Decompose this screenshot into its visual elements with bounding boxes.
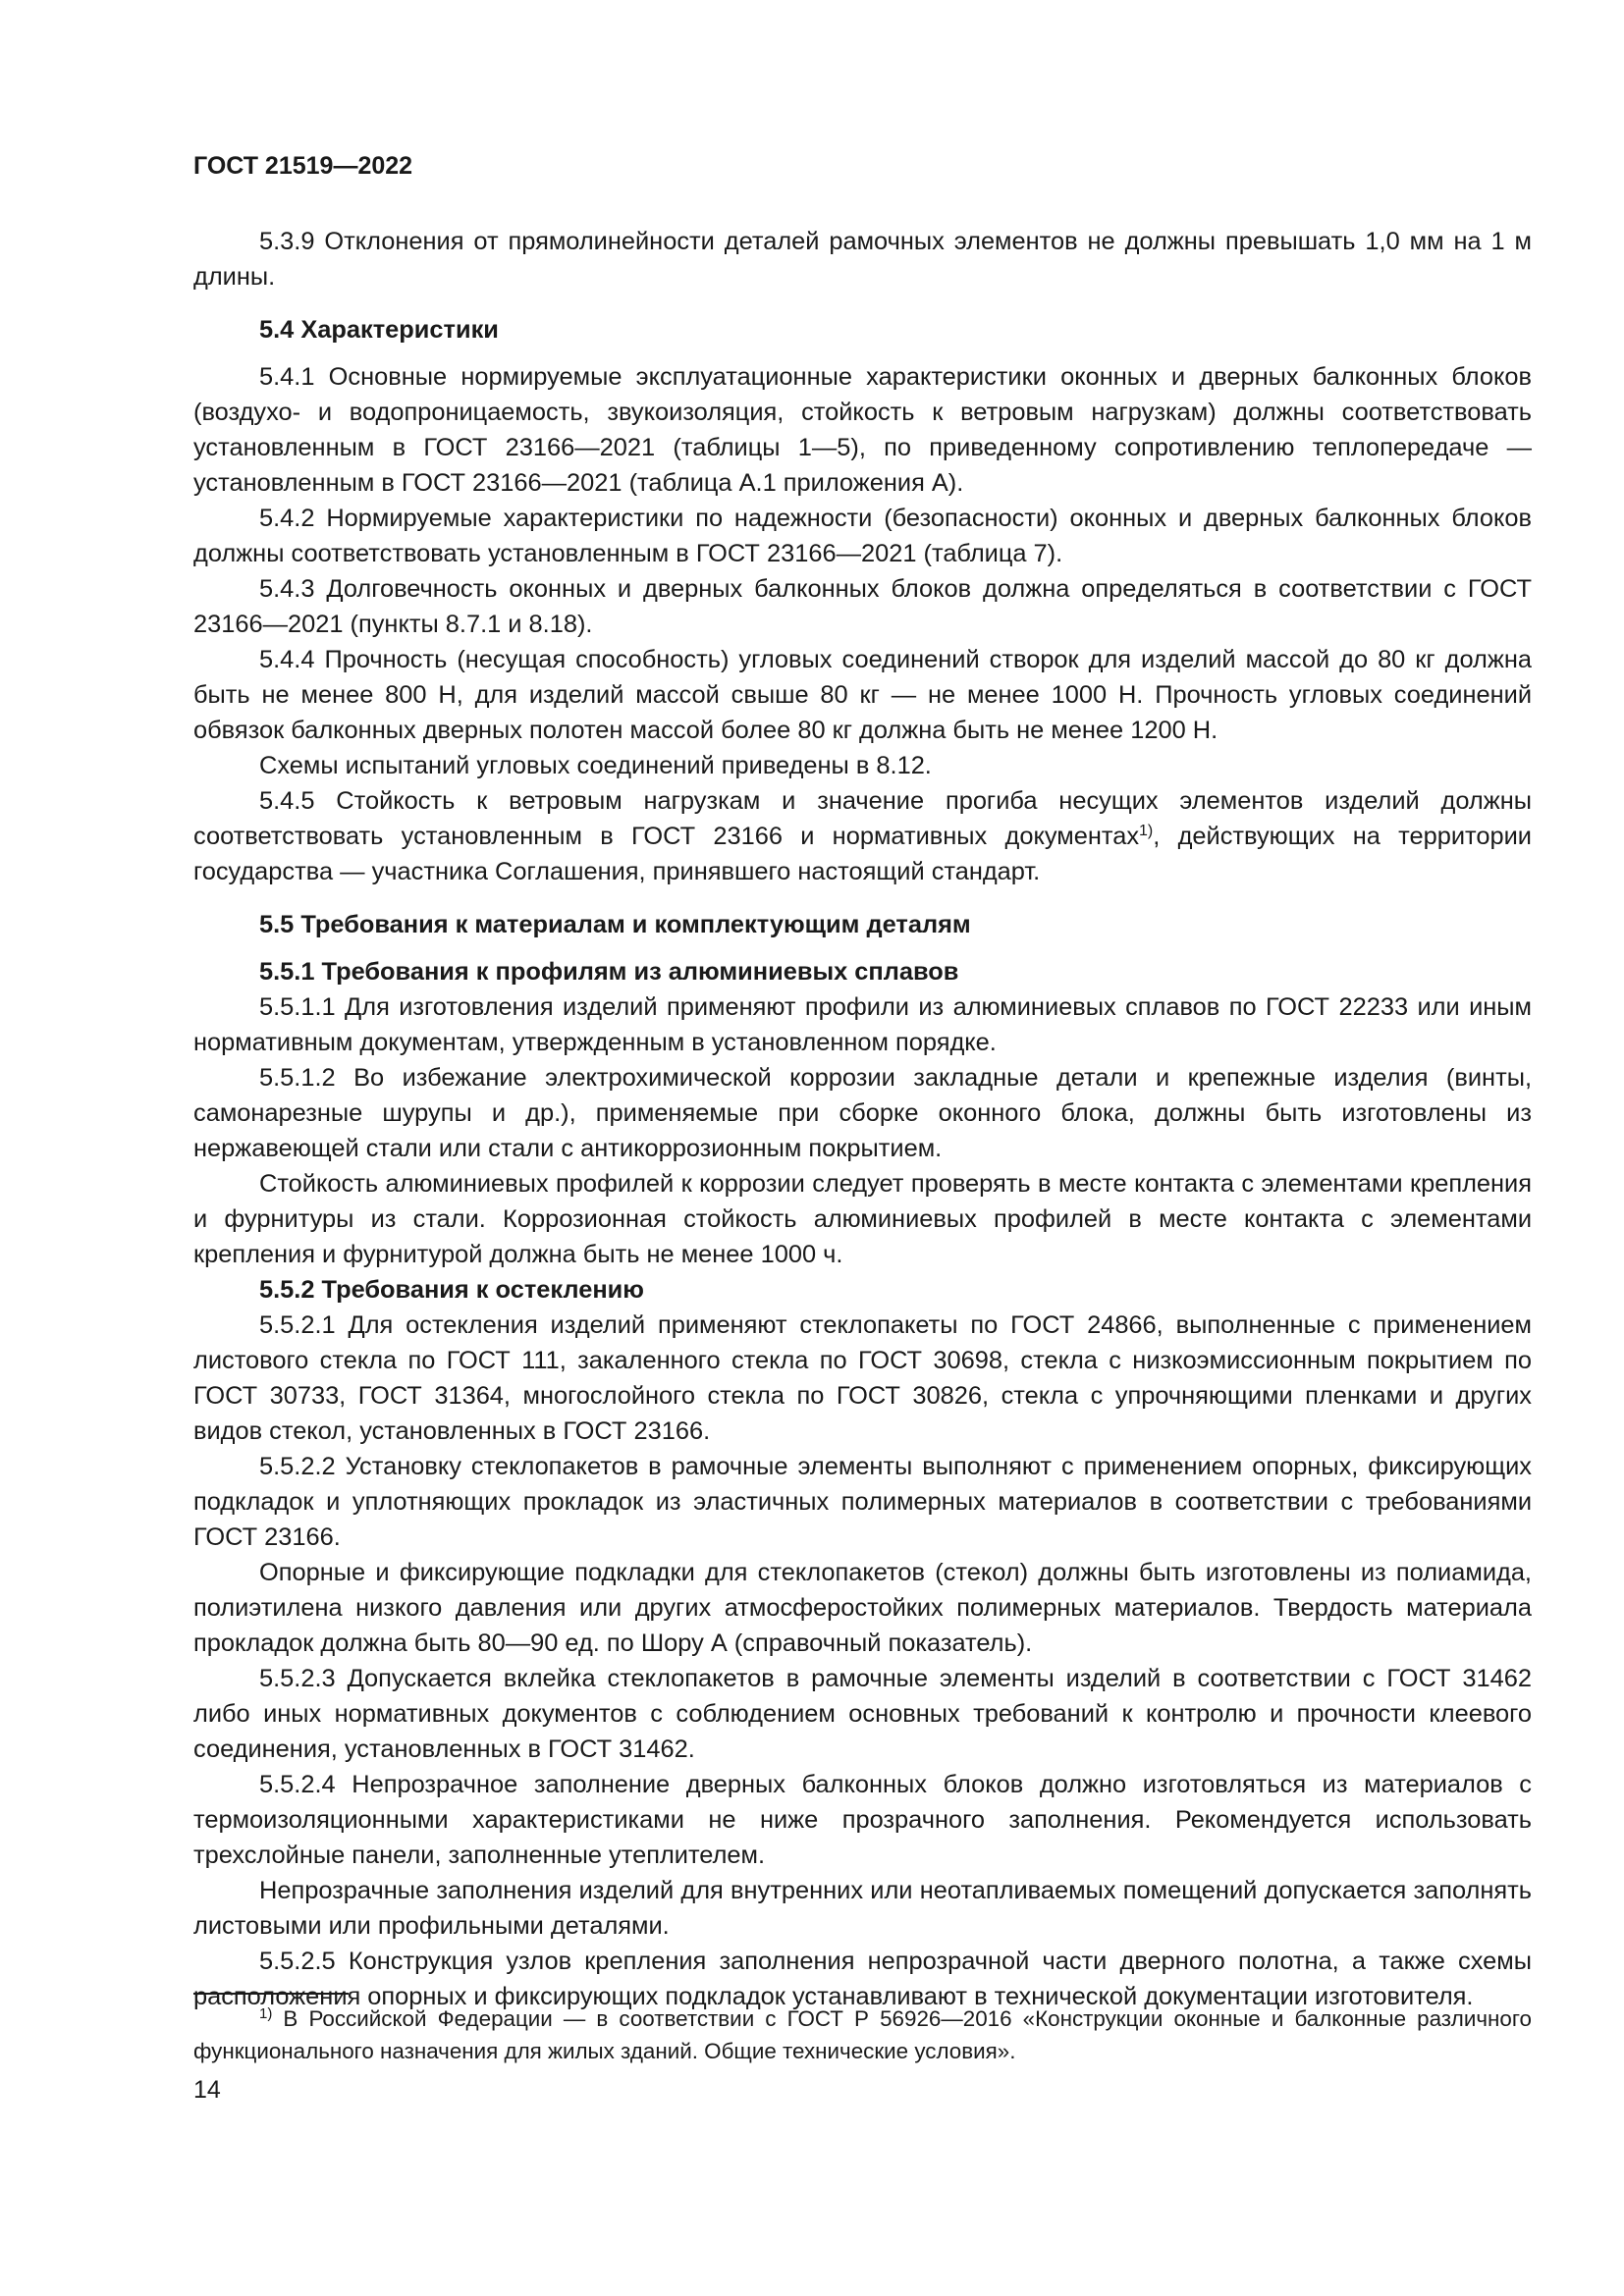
- paragraph-5-4-4: 5.4.4 Прочность (несущая способность) угловых соединений створок для изделий массой до 80 кг должна быть не менее 800 Н, для изделий массой свыше 80 кг — не менее 1000 Н. Прочность угловых соединений обвязок балконных дверных полотен массой более 80 кг должна быть не менее 1200 Н.: [193, 646, 1532, 744]
- paragraph-5-5-2-3: 5.5.2.3 Допускается вклейка стеклопакетов в рамочные элементы изделий в соответствии с ГОСТ 31462 либо иных нормативных документов с соблюдением основных требований к контролю и прочности клеевого соединения, установленных в ГОСТ 31462.: [193, 1665, 1532, 1763]
- paragraph-5-5-2-1: 5.5.2.1 Для остекления изделий применяют стеклопакеты по ГОСТ 24866, выполненные с применением листового стекла по ГОСТ 111, закаленного стекла по ГОСТ 30698, стекла с низкоэмиссионным покрытием по ГОСТ 30733, ГОСТ 31364, многослойного стекла по ГОСТ 30826, стекла с упрочняющими пленками и других видов стекол, установленных в ГОСТ 23166.: [193, 1311, 1532, 1445]
- paragraph-5-4-4-note: Схемы испытаний угловых соединений приведены в 8.12.: [259, 752, 932, 779]
- paragraph-5-5-1-1: 5.5.1.1 Для изготовления изделий применяют профили из алюминиевых сплавов по ГОСТ 22233 или иным нормативным документам, утвержденным в установленном порядке.: [193, 993, 1532, 1056]
- paragraph-5-4-2: 5.4.2 Нормируемые характеристики по надежности (безопасности) оконных и дверных балконных блоков должны соответствовать установленным в ГОСТ 23166—2021 (таблица 7).: [193, 505, 1532, 567]
- paragraph-5-4-5: [193, 783, 1532, 889]
- footnote-text: В Российской Федерации — в соответствии с ГОСТ Р 56926—2016 «Конструкции оконные и балконные различного функционального назначения для жилых зданий. Общие технические условия».: [193, 2006, 1532, 2063]
- paragraph-5-5-2-2-note: Опорные и фиксирующие подкладки для стеклопакетов (стекол) должны быть изготовлены из полиамида, полиэтилена низкого давления или других атмосферостойких полимерных материалов. Твердость материала прокладок должна быть 80—90 ед. по Шору А (справочный показатель).: [193, 1559, 1532, 1657]
- footnote-marker: 1): [259, 2005, 273, 2022]
- paragraph-5-4-5-text-a: 5.4.5 Стойкость к ветровым нагрузкам и значение прогиба несущих элементов изделий должны соответствовать установленным в ГОСТ 23166 и нормативных документах: [193, 787, 1532, 850]
- paragraph-5-4-3: 5.4.3 Долговечность оконных и дверных балконных блоков должна определяться в соответствии с ГОСТ 23166—2021 (пункты 8.7.1 и 8.18).: [193, 575, 1532, 638]
- paragraph-5-5-2-4-note: Непрозрачные заполнения изделий для внутренних или неотапливаемых помещений допускается заполнять листовыми или профильными деталями.: [193, 1877, 1532, 1940]
- subsection-heading-5-5-2: 5.5.2 Требования к остеклению: [259, 1276, 644, 1304]
- document-body: [193, 224, 1532, 2014]
- subsection-heading-5-5-1: 5.5.1 Требования к профилям из алюминиевых сплавов: [259, 958, 959, 986]
- paragraph-5-5-1-2: 5.5.1.2 Во избежание электрохимической коррозии закладные детали и крепежные изделия (винты, самонарезные шурупы и др.), применяемые при сборке оконного блока, должны быть изготовлены из нержавеющей стали или стали с антикоррозионным покрытием.: [193, 1064, 1532, 1162]
- paragraph-5-4-1: 5.4.1 Основные нормируемые эксплуатационные характеристики оконных и дверных балконных блоков (воздухо- и водопроницаемость, звукоизоляция, стойкость к ветровым нагрузкам) должны соответствовать установленным в ГОСТ 23166—2021 (таблицы 1—5), по приведенному сопротивлению теплопередаче — установленным в ГОСТ 23166—2021 (таблица А.1 приложения А).: [193, 363, 1532, 497]
- paragraph-5-4-5-text-b: , действующих на территории государства — участника Соглашения, принявшего настоящий стандарт.: [193, 823, 1532, 885]
- paragraph-5-5-2-2: 5.5.2.2 Установку стеклопакетов в рамочные элементы выполняют с применением опорных, фиксирующих подкладок и уплотняющих прокладок из эластичных полимерных материалов в соответствии с требованиями ГОСТ 23166.: [193, 1453, 1532, 1551]
- footnote-separator: [193, 1993, 349, 1995]
- footnote-reference: 1): [1139, 823, 1154, 839]
- footnote: [193, 2002, 1532, 2067]
- page-number: 14: [193, 2076, 221, 2104]
- section-heading-5-4: 5.4 Характеристики: [259, 316, 499, 344]
- paragraph-5-5-2-4: 5.5.2.4 Непрозрачное заполнение дверных балконных блоков должно изготовляться из материалов с термоизоляционными характеристиками не ниже прозрачного заполнения. Рекомендуется использовать трехслойные панели, заполненные утеплителем.: [193, 1771, 1532, 1869]
- paragraph-5-5-1-2-note: Стойкость алюминиевых профилей к коррозии следует проверять в месте контакта с элементами крепления и фурнитуры из стали. Коррозионная стойкость алюминиевых профилей в месте контакта с элементами крепления и фурнитурой должна быть не менее 1000 ч.: [193, 1170, 1532, 1268]
- paragraph-5-3-9: 5.3.9 Отклонения от прямолинейности деталей рамочных элементов не должны превышать 1,0 мм на 1 м длины.: [193, 228, 1532, 291]
- section-heading-5-5: 5.5 Требования к материалам и комплектующим деталям: [259, 911, 971, 938]
- paragraph-5-5-2-5: 5.5.2.5 Конструкция узлов крепления заполнения непрозрачной части дверного полотна, а также схемы расположения опорных и фиксирующих подкладок устанавливают в технической документации изготовителя.: [193, 1948, 1532, 2010]
- document-header: ГОСТ 21519—2022: [193, 152, 413, 180]
